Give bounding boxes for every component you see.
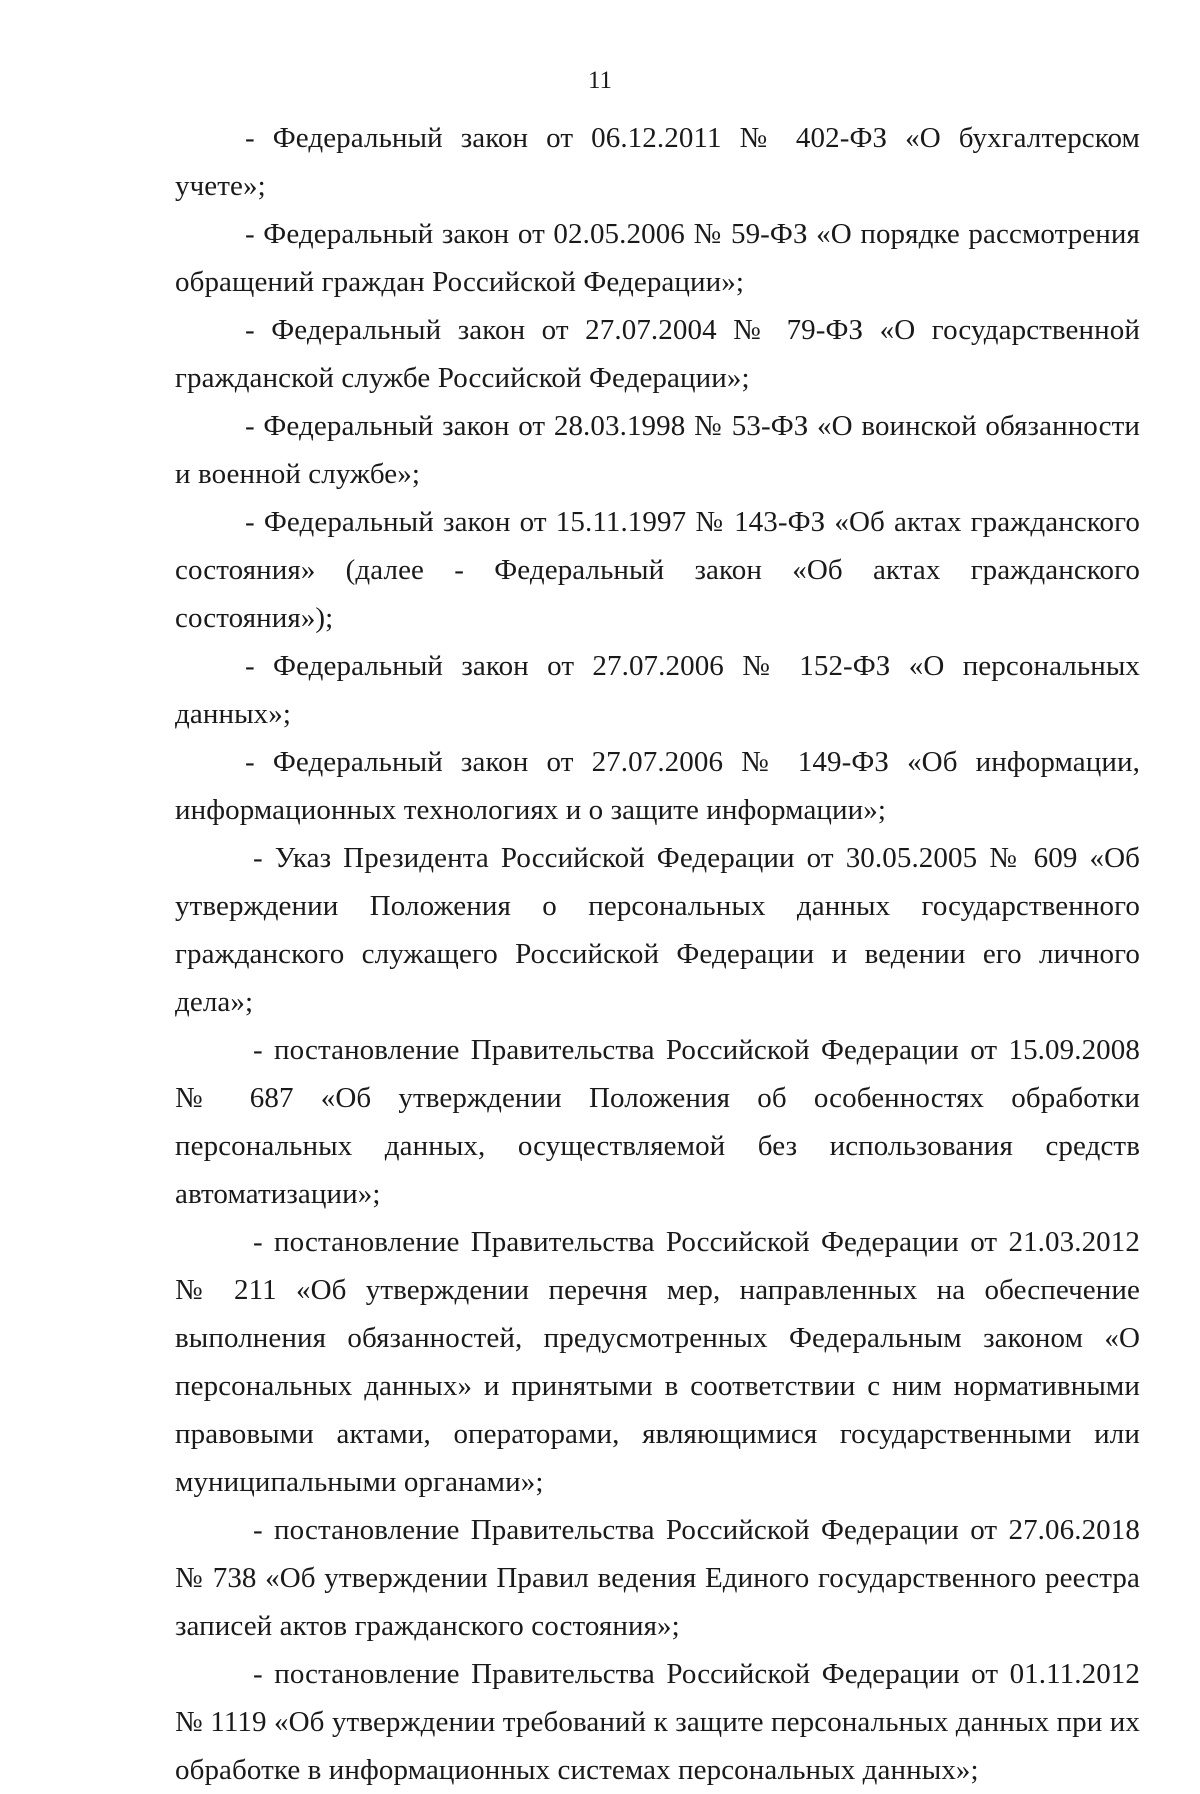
list-item: - Федеральный закон от 27.07.2006 № 152-ФЗ «О персональных данных»; [175,650,1140,730]
list-item: - Федеральный закон от 27.07.2006 № 149-ФЗ «Об информации, информационных технологиях и о защите информации»; [175,746,1140,826]
page-number: 11 [587,67,613,94]
list-item: - Указ Президента Российской Федерации от 30.05.2005 № 609 «Об утверждении Положения о персональных данных государственного гражданского служащего Российской Федерации и ведении его личного дела»; [175,842,1140,1018]
list-item: - Федеральный закон от 27.07.2004 № 79-ФЗ «О государственной гражданской службе Российской Федерации»; [175,314,1140,394]
list-item: - Федеральный закон от 06.12.2011 № 402-ФЗ «О бухгалтерском учете»; [175,122,1140,202]
list-item: - Федеральный закон от 02.05.2006 № 59-ФЗ «О порядке рассмотрения обращений граждан Российской Федерации»; [175,218,1140,298]
list-item: - постановление Правительства Российской Федерации от 21.03.2012 № 211 «Об утверждении перечня мер, направленных на обеспечение выполнения обязанностей, предусмотренных Федеральным законом «О персональных данных» и принятыми в соответствии с ним нормативными правовыми актами, операторами, являющимися государственными или муниципальными органами»; [175,1226,1140,1498]
list-item: - Федеральный закон от 15.11.1997 № 143-ФЗ «Об актах гражданского состояния» (далее - Федеральный закон «Об актах гражданского состояния»); [175,506,1140,634]
document-body [175,114,1140,1794]
list-item: - постановление Правительства Российской Федерации от 15.09.2008 № 687 «Об утверждении Положения об особенностях обработки персональных данных, осуществляемой без использования средств автоматизации»; [175,1034,1140,1210]
list-item: - постановление Правительства Российской Федерации от 01.11.2012 № 1119 «Об утверждении требований к защите персональных данных при их обработке в информационных системах персональных данных»; [175,1658,1140,1786]
list-item: - Федеральный закон от 28.03.1998 № 53-ФЗ «О воинской обязанности и военной службе»; [175,410,1140,490]
list-item: - постановление Правительства Российской Федерации от 27.06.2018 № 738 «Об утверждении Правил ведения Единого государственного реестра записей актов гражданского состояния»; [175,1514,1140,1642]
